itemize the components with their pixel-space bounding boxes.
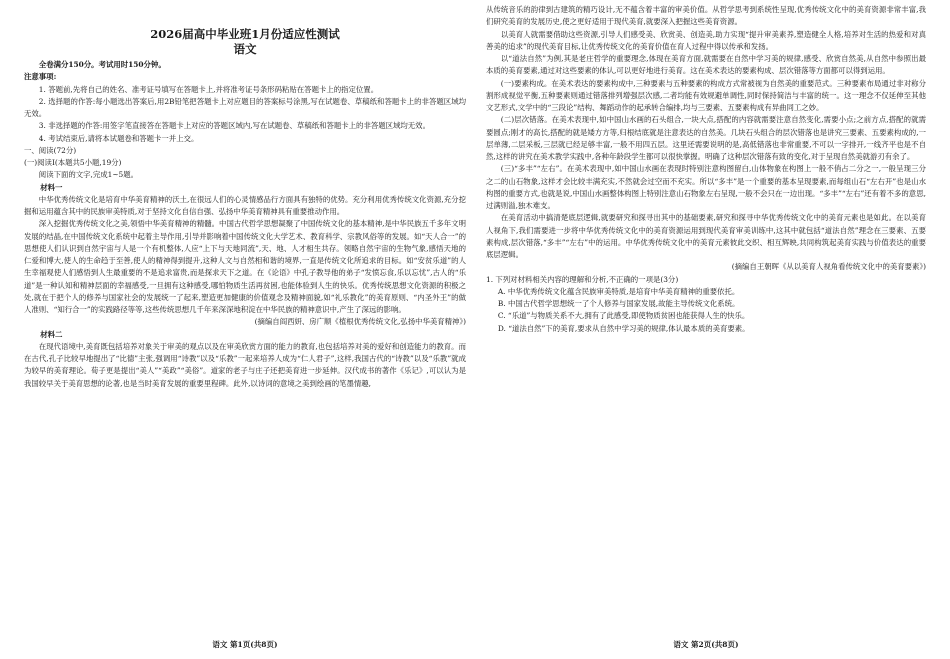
question-1-option-d: D. “道法自然”下的美育,要求从自然中学习美的规律,体认最本质的美育要素。 [497, 323, 750, 333]
exam-page-2 [486, 0, 926, 659]
material-2-paragraph: 以“道法自然”为例,其是老庄哲学的重要理念,体现在美育方面,就需要在自然中学习美的规律,感受、欣赏自然美,从自然中参照出最本质的美育要素,通过对这些要素的体认,可以更好地进行美育。这在美术表达的要素构成、层次错落等方面都可以得到运用。 [486, 54, 926, 76]
material-2-paragraph: 在现代语境中,美育既包括培养对象关于审美的观点以及在审美欣赏方面的能力的教育,也包括培养对美的爱好和创造能力的教育。而在古代,孔子比较早地提出了“比德”主张,强调用“诗教”以及“乐教”一起来培养人成为“仁人君子”,这样,我国古代的“诗教”以及“乐教”就成为较早的美育理论。荀子更是提出“美人”“美政”“美俗”。道家的老子与庄子还把美育进一步延伸。汉代成书的著作《乐记》,可以认为是我国较早关于美育思想的论著,也是当时美育发展的重要里程碑。此外,以诗词的意境之美到绘画的笔墨情趣, [24, 341, 466, 388]
note-3: 3. 非选择题的作答:用签字笔直接答在答题卡上对应的答题区域内,写在试题卷、草稿纸和答题卡上的非答题区域均无效。 [38, 121, 430, 131]
material-2-source: (摘编自王朝晖《从以美育人视角看传统文化中的美育要素》) [731, 262, 926, 272]
note-2: 2. 选择题的作答:每小题选出答案后,用2B铅笔把答题卡上对应题目的答案标号涂黑,写在试题卷、草稿纸和答题卡上的非答题区域均无效。 [24, 96, 466, 118]
material-2-paragraph: 从传统音乐的韵律到古建筑的精巧设计,无不蕴含着丰富的审美价值。从哲学思考到系统性呈现,优秀传统文化中的美育资源非常丰富,我们研究美育的发展历史,使之更好适用于现代美育,就要深入把握这些美育资源。 [486, 5, 926, 27]
material-1-title: 材料一 [40, 182, 63, 192]
material-2-paragraph: 以美育人就需要借助这些资源,引导人们感受美、欣赏美、创造美,助力实现“提升审美素养,塑造健全人格,培养对生活的热爱和对真善美的追求”的现代美育目标,让优秀传统文化的美育价值在育人过程中得以传承和发扬。 [486, 29, 926, 51]
reading-instruction: 阅读下面的文字,完成1~5题。 [38, 170, 139, 180]
exam-title: 2026届高中毕业班1月份适应性测试 [150, 27, 340, 41]
material-2-paragraph: (三)“多丰”“左右”。在美术表现中,如中国山水画在表现时特别注意构图留白,山体物象在构图上一般不俏占二分之一,一般呈现三分之二的山石物象,这样才会比较丰满充实,不然就会过空而不充实。所以“多丰”是一个重要的基本呈现要素,而每组山石“左右开”也是山水构图的重要方式,也就是说,中国山水画整体构图上特别注意山石物象左右呈现,一般不会只在一边出现。“多丰”“左右”还有着不多的意思,过满则溢,独木难支。 [486, 164, 926, 210]
note-1: 1. 答题前,先将自己的姓名、准考证号填写在答题卡上,并将准考证号条形码粘贴在答题卡上的指定位置。 [38, 84, 379, 94]
page-footer: 语文 第2页(共8页) [673, 639, 739, 649]
material-2-paragraph: (二)层次错落。在美术表现中,如中国山水画的石头组合,一块大点,搭配的内容就需要注意自然变化,需要小点;之前方点,搭配的就需要圆点;刚才的高长,搭配的就是矮方方等,归根结底就是注意表达的自然美。几块石头组合的层次错落也是讲究三要素、五要素构成的,一层单薄,二层采板,三层就已经足够丰富,一般不用四五层。这里还需要说明的是,高低错落也非常重要,不可以一字排开,一线齐平也是不自然,这样的讲究在美术教学实践中,各种年龄段学生都可以很快掌握。明确了这种层次错落有致的变化,对于呈现自然美就游刃有余了。 [486, 115, 926, 161]
section-heading: 一、阅读(72分) [24, 145, 77, 155]
page-footer: 语文 第1页(共8页) [212, 639, 278, 649]
question-1-option-c: C. “乐道”与物质关系不大,拥有了此感受,即使物质贫困也能获得人生的快乐。 [497, 311, 750, 321]
material-1-paragraph: 深入挖掘优秀传统文化之美,领悟中华美育精神的精髓。中国古代哲学思想凝聚了中国传统文化的基本精神,是中华民族五千多年文明发展的结晶,在中国传统文化系统中起着主导作用,引导并影响着中国传统文化大学艺术、教育科学、宗教风俗等的发展。如“天人合一”的思想使人们认识到自然宇宙与人是一个有机整体,人应“上下与天地同流”,天、地、人才相生共存。领略自然宇宙的生物气象,感悟天地的仁爱和博大,使人的生命趋于至善,使人的精神得到提升,这种人文与自然相和谐的境界,一直是传统文化所追求的目标。如“安贫乐道”的人生幸福观使人们感悟到人生最重要的不是追求富贵,而是探求天下之道。在《论语》中孔子教导他的弟子“发愤忘食,乐以忘忧”,古人的“乐道”是一种认知和精神层面的幸福感受,一旦拥有这种感受,哪怕物质生活再贫困,也能体验到人生的快乐。优秀传统思想文化资源的积极之处,就在于把个人的修养与国家社会的发展统一了起来,塑造更加健康的价值观念及精神面貌,如“礼乐教化”的美育原则、“内圣外王”的做人准则、“知行合一”的实践路径等等,这些传统思想几千年来深深地积淀在中华民族的精神意识中,产生了深远的影响。 [24, 219, 466, 314]
exam-page-1 [24, 0, 466, 659]
question-1-stem: 1. 下列对材料相关内容的理解和分析,不正确的一项是(3分) [486, 274, 679, 284]
question-1-option-b: B. 中国古代哲学思想统一了个人修养与国家发展,故能主导传统文化系统。 [497, 299, 740, 308]
subsection-heading: (一)阅读Ⅰ(本题共5小题,19分) [24, 158, 122, 167]
material-2-paragraph: (一)要素构成。在美术表达的要素构成中,三种要素与五种要素的构成方式常被视为自然美的重要范式。三种要素布局通过非对称分割形成视觉平衡,五种要素则通过错落排列增强层次感,二者均能有效规避单调性,同时保持简洁与丰富的统一。这一理念不仅延伸至其他文艺形式,文学中的“三段论”结构、舞蹈动作的起承转合编排,均与三要素、五要素构成有异曲同工之妙。 [486, 78, 926, 112]
notes-title: 注意事项: [24, 72, 57, 82]
material-1-source: (摘编自阎西妍、房广顺《植根优秀传统文化,弘扬中华美育精神》) [254, 317, 466, 327]
material-2-title: 材料二 [40, 329, 63, 339]
question-1-option-a: A. 中华优秀传统文化蕴含民族审美特质,是培育中华美育精神的重要依托。 [497, 286, 740, 296]
material-2-paragraph: 在美育活动中搞清楚底层逻辑,就要研究和探寻出其中的基础要素,研究和探寻中华优秀传统文化中的美育元素也是如此。在以美育人视角下,我们需要进一步将中华优秀传统文化中的美育资源运用到现代美育审美训练中,这其中就包括“道法自然”理念在三要素、五要素构成,层次错落,“多丰”“左右”中的运用。中华优秀传统文化中的美育元素彼此交织、相互辉映,共同构筑起美育实践与价值表达的重要底层逻辑。 [486, 213, 926, 259]
material-1-paragraph: 中华优秀传统文化是培育中华美育精神的沃土,在很远人们的心灵情感品行方面具有独特的优势。充分利用优秀传统文化资源,充分挖掘和运用蕴含其中的民族审美特质,对于坚持文化自信自强、弘扬中华美育精神具有重要推动作用。 [24, 194, 466, 216]
exam-subject: 语文 [233, 42, 257, 56]
exam-info: 全卷满分150分。考试用时150分钟。 [38, 60, 166, 69]
note-4: 4. 考试结束后,请将本试题卷和答题卡一并上交。 [38, 133, 199, 143]
